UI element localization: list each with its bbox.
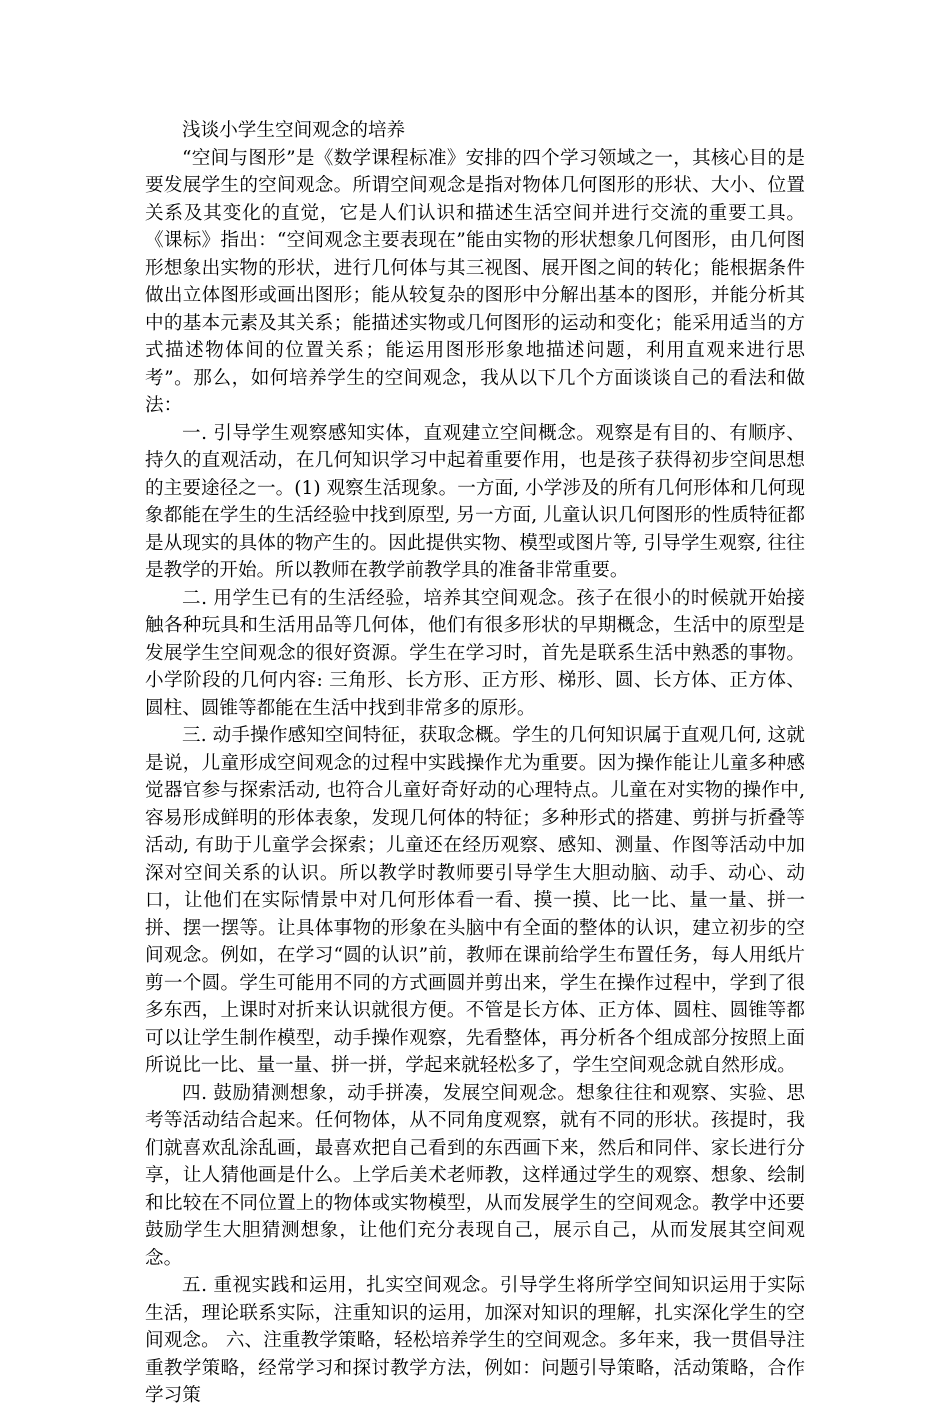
paragraph-section-2: 二. 用学生已有的生活经验，培养其空间观念。孩子在很小的时候就开始接触各种玩具和生活用品等几何体，他们有很多形状的早期概念，生活中的原型是发展学生空间观念的很好资源。学生在学习时，首先是联系生活中熟悉的事物。小学阶段的几何内容: 三角形、长方形、正方形、梯形、圆、长方体、正方体、圆柱、圆锥等都能在生活中找到非常多的原形。 [145, 587, 805, 719]
document-page [145, 117, 805, 1410]
paragraph-intro: “空间与图形”是《数学课程标准》安排的四个学习领域之一，其核心目的是要发展学生的空间观念。所谓空间观念是指对物体几何图形的形状、大小、位置关系及其变化的直觉，它是人们认识和描述生活空间并进行交流的重要工具。《课标》指出：“空间观念主要表现在”能由实物的形状想象几何图形，由几何图形想象出实物的形状，进行几何体与其三视图、展开图之间的转化；能根据条件做出立体图形或画出图形；能从较复杂的图形中分解出基本的图形，并能分析其中的基本元素及其关系；能描述实物或几何图形的运动和变化；能采用适当的方式描述物体间的位置关系；能运用图形形象地描述问题，利用直观来进行思考”。那么，如何培养学生的空间观念，我从以下几个方面谈谈自己的看法和做法： [145, 147, 805, 416]
paragraph-section-1: 一. 引导学生观察感知实体，直观建立空间概念。观察是有目的、有顺序、持久的直观活动，在几何知识学习中起着重要作用，也是孩子获得初步空间思想的主要途径之一。(1) 观察生活现象。一方面, 小学涉及的所有几何形体和几何现象都能在学生的生活经验中找到原型, 另一方面, 儿童认识几何图形的性质特征都是从现实的具体的物产生的。因此提供实物、模型或图片等, 引导学生观察, 往往是教学的开始。所以教师在教学前教学具的准备非常重要。 [145, 422, 805, 581]
paragraph-section-5: 五. 重视实践和运用，扎实空间观念。引导学生将所学空间知识运用于实际生活，理论联系实际，注重知识的运用，加深对知识的理解，扎实深化学生的空间观念。 六、注重教学策略，轻松培养学生的空间观念。多年来，我一贯倡导注重教学策略，经常学习和探讨教学方法，例如：问题引导策略，活动策略，合作学习策 [145, 1275, 805, 1406]
document-title: 浅谈小学生空间观念的培养 [182, 120, 406, 141]
paragraph-section-4: 四. 鼓励猜测想象，动手拼凑，发展空间观念。想象往往和观察、实验、思考等活动结合起来。任何物体，从不同角度观察，就有不同的形状。孩提时，我们就喜欢乱涂乱画，最喜欢把自己看到的东西画下来，然后和同伴、家长进行分享，让人猜他画是什么。上学后美术老师教，这样通过学生的观察、想象、绘制和比较在不同位置上的物体或实物模型，从而发展学生的空间观念。教学中还要鼓励学生大胆猜测想象，让他们充分表现自己，展示自己，从而发展其空间观念。 [145, 1082, 805, 1269]
paragraph-section-3: 三. 动手操作感知空间特征，获取念概。学生的几何知识属于直观几何, 这就是说，儿童形成空间观念的过程中实践操作尤为重要。因为操作能让儿童多种感觉器官参与探索活动, 也符合儿童好奇好动的心理特点。儿童在对实物的操作中, 容易形成鲜明的形体表象，发现几何体的特征；多种形式的搭建、剪拼与折叠等活动, 有助于儿童学会探索；儿童还在经历观察、感知、测量、作图等活动中加深对空间关系的认识。所以教学时教师要引导学生大胆动脑、动手、动心、动口，让他们在实际情景中对几何形体看一看、摸一摸、比一比、量一量、拼一拼、摆一摆等。让具体事物的形象在头脑中有全面的整体的认识，建立初步的空间观念。例如，在学习“圆的认识”前，教师在课前给学生布置任务，每人用纸片剪一个圆。学生可能用不同的方式画圆并剪出来，学生在操作过程中，学到了很多东西，上课时对折来认识就很方便。不管是长方体、正方体、圆柱、圆锥等都可以让学生制作模型，动手操作观察，先看整体，再分析各个组成部分按照上面所说比一比、量一量、拼一拼，学起来就轻松多了，学生空间观念就自然形成。 [145, 725, 805, 1076]
